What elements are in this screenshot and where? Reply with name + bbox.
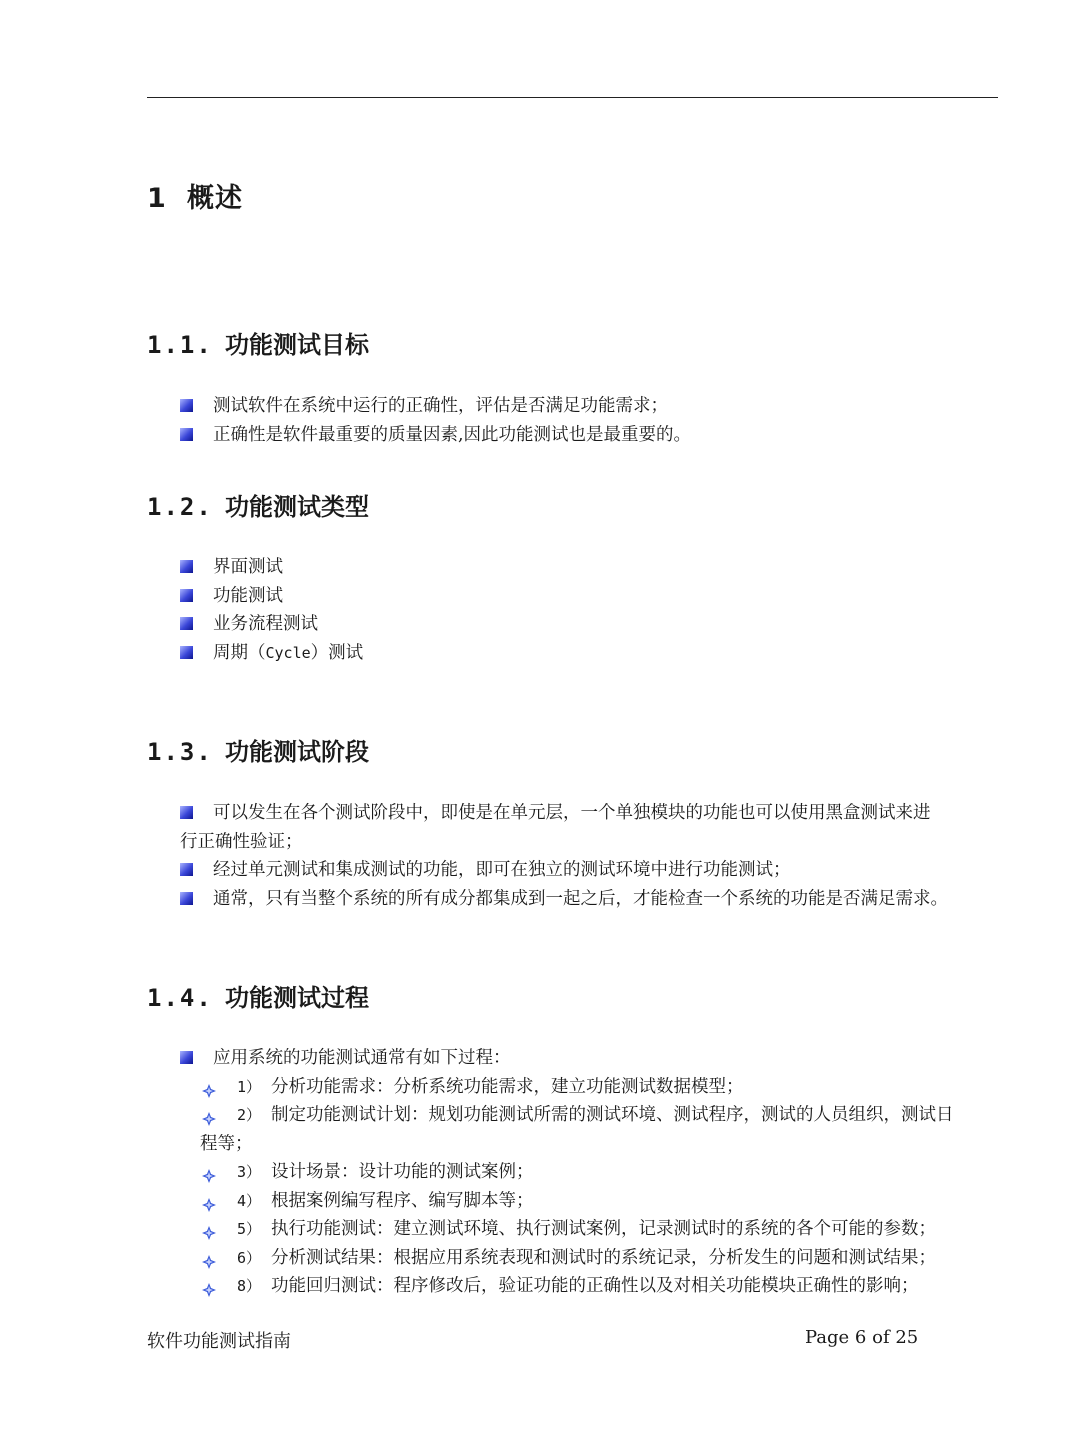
step-text: 根据案例编写程序、编写脚本等； [271,1190,534,1211]
chapter-number: 1 [147,183,167,214]
step-text-continued: 程等； [200,1133,253,1154]
bullet-list-goals [180,392,1000,449]
list-item: 周期（Cycle）测试 [180,639,1000,668]
diamond-bullet-icon [202,1107,216,1121]
step-number: 8） [237,1277,262,1295]
diamond-bullet-icon [202,1079,216,1093]
list-item: 正确性是软件最重要的质量因素,因此功能测试也是最重要的。 [180,421,1000,450]
bullet-list-types [180,553,1000,667]
list-item: 业务流程测试 [180,610,1000,639]
step-number: 3） [237,1163,262,1181]
list-item: 可以发生在各个测试阶段中，即使是在单元层，一个单独模块的功能也可以使用黑盒测试来进 行正确性验证； [180,803,931,852]
diamond-bullet-icon [202,1193,216,1207]
section-number: 1.3. [147,738,213,766]
step-text: 功能回归测试：程序修改后，验证功能的正确性以及对相关功能模块正确性的影响； [271,1276,919,1296]
list-item: 通常，只有当整个系统的所有成分都集成到一起之后，才能检查一个系统的功能是否满足需求。 [180,885,1000,914]
square-bullet-icon [180,428,193,441]
section-title: 功能测试阶段 [225,738,369,766]
header-rule [147,97,998,98]
square-bullet-icon [180,892,193,905]
section-title: 功能测试目标 [225,331,369,359]
list-item: 经过单元测试和集成测试的功能，即可在独立的测试环境中进行功能测试； [180,856,1000,885]
square-bullet-icon [180,560,193,573]
diamond-bullet-icon [202,1250,216,1264]
step-number: 4） [237,1191,262,1210]
list-item: 应用系统的功能测试通常有如下过程： [180,1044,1000,1073]
step-number: 2） [237,1106,262,1124]
section-heading-1-2 [147,487,369,522]
square-bullet-icon [180,617,193,630]
square-bullet-icon [180,1051,193,1064]
step-number: 1） [237,1077,262,1096]
square-bullet-icon [180,589,193,602]
section-heading-1-4 [147,978,369,1013]
footer-doc-title: 软件功能测试指南 [147,1331,291,1352]
step-text: 制定功能测试计划：规划功能测试所需的测试环境、测试程序，测试的人员组织，测试日 [271,1105,954,1125]
step-text: 执行功能测试：建立测试环境、执行测试案例，记录测试时的系统的各个可能的参数； [271,1219,937,1239]
square-bullet-icon [180,399,193,412]
diamond-bullet-icon [202,1164,216,1178]
step-text: 分析功能需求：分析系统功能需求，建立功能测试数据模型； [271,1076,744,1097]
square-bullet-icon [180,646,193,659]
square-bullet-icon [180,863,193,876]
process-step [180,1244,1000,1273]
diamond-bullet-icon [202,1278,216,1292]
section-number: 1.2. [147,493,213,521]
process-step [180,1215,1000,1244]
chapter-heading [147,176,243,215]
step-number: 6） [237,1248,262,1267]
process-step [180,1187,1000,1216]
square-bullet-icon [180,806,193,819]
bullet-list-stages [180,799,1000,913]
process-steps [180,1073,1000,1301]
process-step [180,1073,1000,1102]
step-text: 分析测试结果：根据应用系统表现和测试时的系统记录，分析发生的问题和测试结果； [271,1247,937,1268]
process-list [180,1044,1000,1301]
section-number: 1.4. [147,984,213,1012]
section-heading-1-3 [147,732,369,767]
diamond-bullet-icon [202,1221,216,1235]
chapter-title: 概述 [187,183,243,214]
section-title: 功能测试类型 [225,493,369,521]
process-step [180,1158,1000,1187]
process-step [180,1101,1000,1158]
list-item: 功能测试 [180,582,1000,611]
section-title: 功能测试过程 [225,984,369,1012]
process-step [180,1272,1000,1301]
list-item: 界面测试 [180,553,1000,582]
step-number: 5） [237,1220,262,1238]
section-number: 1.1. [147,331,213,359]
step-text: 设计场景：设计功能的测试案例； [271,1162,534,1182]
section-heading-1-1 [147,325,369,360]
footer-page-number: Page 6 of 25 [805,1327,919,1348]
list-item: 测试软件在系统中运行的正确性，评估是否满足功能需求； [180,392,1000,421]
